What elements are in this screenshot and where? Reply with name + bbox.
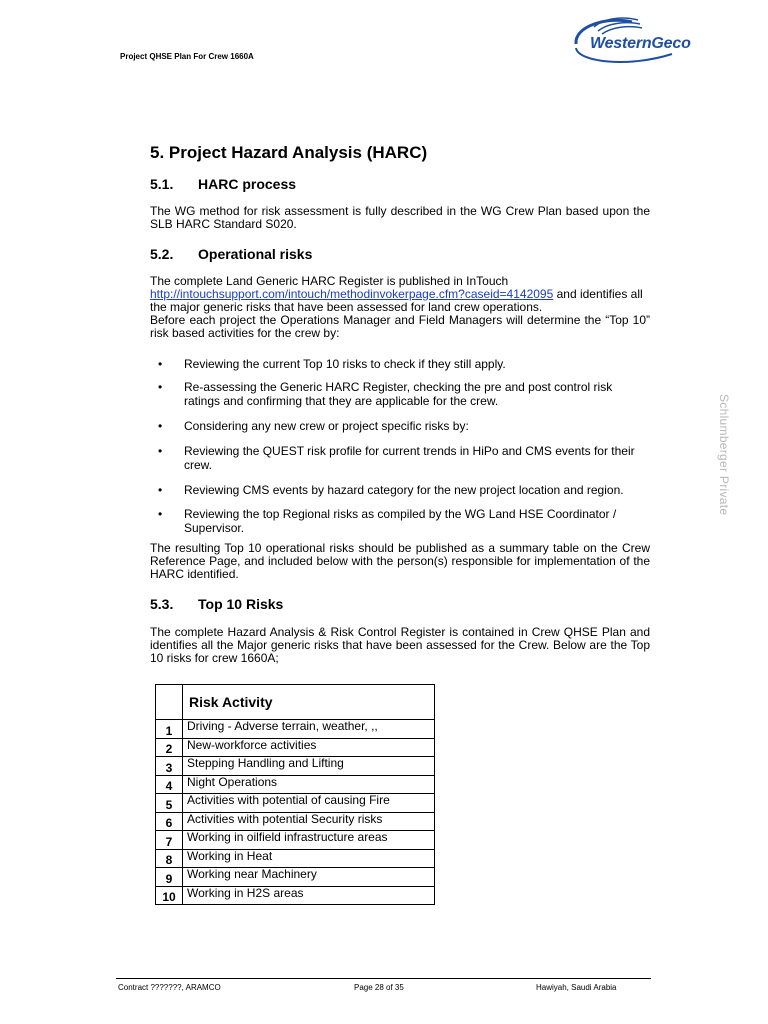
section-5-3-heading bbox=[150, 596, 650, 613]
table-header-blank bbox=[156, 685, 183, 720]
section-5-number: 5. bbox=[150, 143, 165, 162]
row-number: 10 bbox=[156, 886, 183, 905]
row-number: 7 bbox=[156, 831, 183, 850]
intouch-link[interactable]: http://intouchsupport.com/intouch/methodinvokerpage.cfm?caseid=4142095 bbox=[150, 287, 554, 301]
row-number: 1 bbox=[156, 720, 183, 739]
section-5-2-title: Operational risks bbox=[198, 246, 313, 262]
side-classification-label: Schlumberger Private bbox=[717, 394, 731, 516]
intro-text-pre: The complete Land Generic HARC Register is published in InTouch bbox=[150, 274, 509, 288]
table-row bbox=[156, 886, 435, 905]
list-item-text: Considering any new crew or project specific risks by: bbox=[184, 419, 469, 433]
bullet-icon: • bbox=[158, 380, 163, 394]
section-5-2-closing: The resulting Top 10 operational risks should be published as a summary table on the Crew Reference Page, and included below with the person(s) responsible for implementation of the HARC identified. bbox=[150, 541, 650, 581]
table-header-row bbox=[156, 685, 435, 720]
table-row bbox=[156, 738, 435, 757]
section-5-heading bbox=[150, 143, 650, 163]
row-activity: Working in H2S areas bbox=[183, 886, 435, 905]
risk-table-wrapper bbox=[155, 684, 435, 905]
table-row bbox=[156, 775, 435, 794]
list-item-text: Reviewing CMS events by hazard category for the new project location and region. bbox=[184, 483, 624, 497]
table-row bbox=[156, 831, 435, 850]
risk-table bbox=[155, 684, 435, 905]
section-5-1-number: 5.1. bbox=[150, 176, 174, 192]
row-number: 5 bbox=[156, 794, 183, 813]
row-activity: Working near Machinery bbox=[183, 868, 435, 887]
footer-contract: Contract ???????, ARAMCO bbox=[118, 983, 221, 992]
list-item-text: Reviewing the top Regional risks as compiled by the WG Land HSE Coordinator / Supervisor. bbox=[184, 507, 617, 535]
bullet-icon: • bbox=[158, 507, 163, 521]
list-item-text: Reviewing the current Top 10 risks to check if they still apply. bbox=[184, 357, 506, 371]
bullet-icon: • bbox=[158, 483, 163, 497]
row-number: 4 bbox=[156, 775, 183, 794]
section-5-3-text: The complete Hazard Analysis & Risk Control Register is contained in Crew QHSE Plan and identifies all the Major generic risks that have been assessed for the Crew. Below are the Top 10 risks for crew 1660A; bbox=[150, 625, 650, 665]
row-activity: Driving - Adverse terrain, weather, ,, bbox=[183, 720, 435, 739]
bullet-list bbox=[150, 358, 650, 538]
row-activity: Working in oilfield infrastructure areas bbox=[183, 831, 435, 850]
row-activity: Activities with potential Security risks bbox=[183, 812, 435, 831]
westerngeco-logo bbox=[568, 14, 691, 66]
bullet-icon: • bbox=[158, 357, 163, 371]
row-activity: Stepping Handling and Lifting bbox=[183, 757, 435, 776]
bullet-icon: • bbox=[158, 444, 163, 458]
section-5-title: Project Hazard Analysis (HARC) bbox=[168, 143, 428, 162]
table-row bbox=[156, 757, 435, 776]
table-row bbox=[156, 794, 435, 813]
footer-divider bbox=[116, 978, 651, 979]
section-5-2-heading bbox=[150, 246, 650, 263]
section-5-2-para2: Before each project the Operations Manager and Field Managers will determine the “Top 10” risk based activities for the crew by: bbox=[150, 313, 650, 340]
row-number: 9 bbox=[156, 868, 183, 887]
section-5-3-title: Top 10 Risks bbox=[198, 596, 284, 612]
row-activity: New-workforce activities bbox=[183, 738, 435, 757]
section-5-2-number: 5.2. bbox=[150, 246, 174, 262]
row-number: 3 bbox=[156, 757, 183, 776]
section-5-1-heading bbox=[150, 176, 650, 193]
row-number: 2 bbox=[156, 738, 183, 757]
list-item-text: Re-assessing the Generic HARC Register, checking the pre and post control risk ratings and confirming that they are applicable for the crew. bbox=[184, 380, 613, 408]
bullet-icon: • bbox=[158, 419, 163, 433]
intro-text-post: and identifies all the major generic risks that have been assessed for land crew operations. bbox=[150, 287, 643, 314]
table-row bbox=[156, 868, 435, 887]
section-5-1-title: HARC process bbox=[198, 176, 297, 192]
row-number: 6 bbox=[156, 812, 183, 831]
row-activity: Working in Heat bbox=[183, 849, 435, 868]
header-title: Project QHSE Plan For Crew 1660A bbox=[120, 52, 254, 61]
logo-text: WesternGeco bbox=[590, 35, 691, 52]
row-number: 8 bbox=[156, 849, 183, 868]
row-activity: Activities with potential of causing Fire bbox=[183, 794, 435, 813]
list-item-text: Reviewing the QUEST risk profile for current trends in HiPo and CMS events for their crew. bbox=[184, 444, 635, 472]
section-5-1-text: The WG method for risk assessment is fully described in the WG Crew Plan based upon the SLB HARC Standard S020. bbox=[150, 204, 650, 231]
footer-page-number: Page 28 of 35 bbox=[354, 983, 404, 992]
table-header-risk-activity: Risk Activity bbox=[183, 685, 435, 720]
footer-location: Hawiyah, Saudi Arabia bbox=[536, 983, 617, 992]
table-row bbox=[156, 812, 435, 831]
row-activity: Night Operations bbox=[183, 775, 435, 794]
section-5-2-intro bbox=[150, 275, 650, 314]
table-row bbox=[156, 849, 435, 868]
section-5-3-number: 5.3. bbox=[150, 596, 174, 612]
table-row bbox=[156, 720, 435, 739]
